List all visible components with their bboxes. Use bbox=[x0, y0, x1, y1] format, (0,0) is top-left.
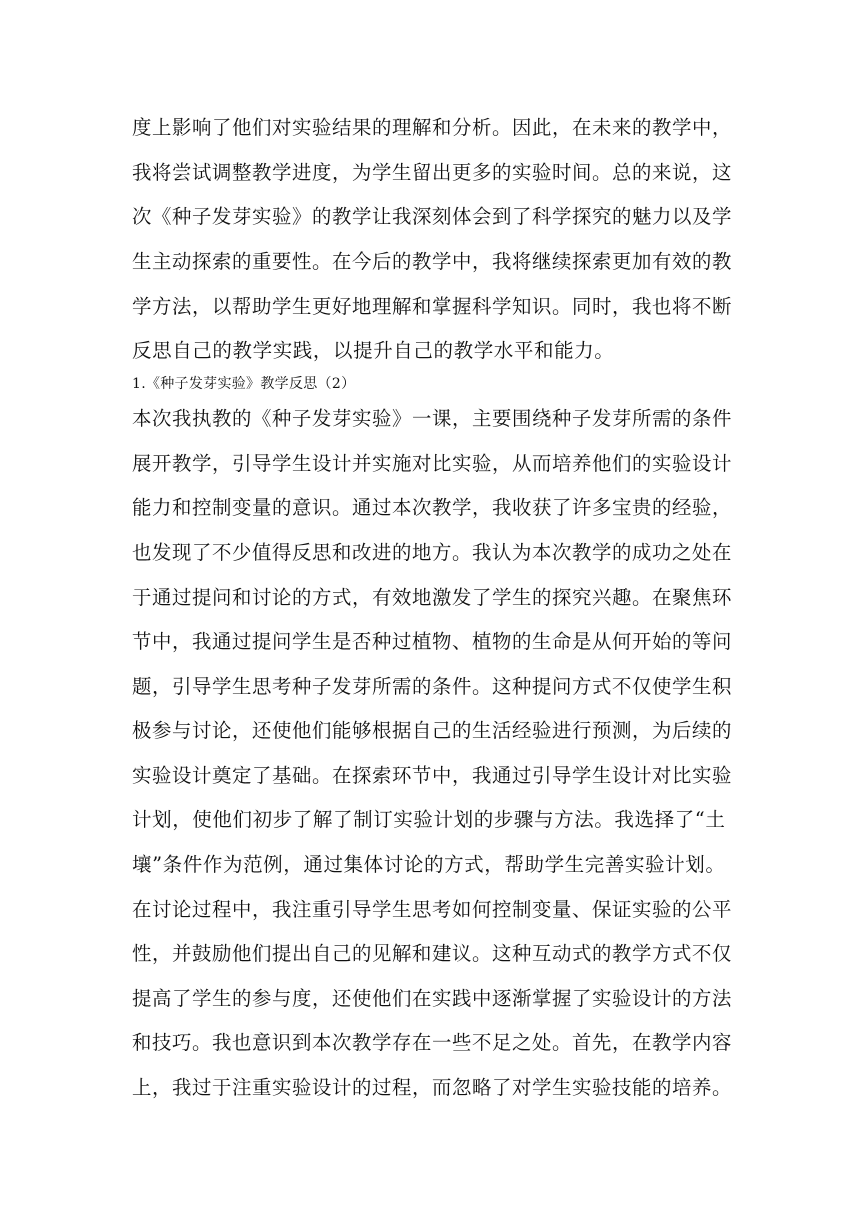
paragraph2-line: 本次我执教的《种子发芽实验》一课，主要围绕种子发芽所需的条件 bbox=[132, 407, 733, 430]
paragraph2-line: 壤”条件作为范例，通过集体讨论的方式，帮助学生完善实验计划。 bbox=[132, 853, 726, 876]
paragraph2-line: 提高了学生的参与度，还使他们在实践中逐渐掌握了实验设计的方法 bbox=[132, 987, 733, 1010]
paragraph2-line: 展开教学，引导学生设计并实施对比实验，从而培养他们的实验设计 bbox=[132, 452, 733, 475]
paragraph1-line: 学方法，以帮助学生更好地理解和掌握科学知识。同时，我也将不断 bbox=[132, 295, 733, 318]
paragraph2-line: 计划，使他们初步了解了制订实验计划的步骤与方法。我选择了“土 bbox=[132, 808, 726, 831]
paragraph2-line: 能力和控制变量的意识。通过本次教学，我收获了许多宝贵的经验， bbox=[132, 496, 733, 519]
section-heading: 1.《种子发芽实验》教学反思（2） bbox=[132, 376, 356, 392]
paragraph1-line: 度上影响了他们对实验结果的理解和分析。因此，在未来的教学中， bbox=[132, 116, 733, 139]
paragraph2-line: 题，引导学生思考种子发芽所需的条件。这种提问方式不仅使学生积 bbox=[132, 675, 733, 698]
paragraph1-line: 我将尝试调整教学进度，为学生留出更多的实验时间。总的来说，这 bbox=[132, 161, 733, 184]
paragraph2-line: 在讨论过程中，我注重引导学生思考如何控制变量、保证实验的公平 bbox=[132, 898, 733, 921]
paragraph2-line: 极参与讨论，还使他们能够根据自己的生活经验进行预测，为后续的 bbox=[132, 719, 733, 742]
paragraph2-line: 性，并鼓励他们提出自己的见解和建议。这种互动式的教学方式不仅 bbox=[132, 942, 733, 965]
paragraph2-line: 实验设计奠定了基础。在探索环节中，我通过引导学生设计对比实验 bbox=[132, 764, 733, 787]
paragraph1-line: 生主动探索的重要性。在今后的教学中，我将继续探索更加有效的教 bbox=[132, 250, 733, 273]
paragraph2-line: 节中，我通过提问学生是否种过植物、植物的生命是从何开始的等问 bbox=[132, 630, 733, 653]
paragraph2-line: 和技巧。我也意识到本次教学存在一些不足之处。首先，在教学内容 bbox=[132, 1031, 733, 1054]
paragraph1-line: 反思自己的教学实践，以提升自己的教学水平和能力。 bbox=[132, 339, 615, 362]
paragraph2-line: 也发现了不少值得反思和改进的地方。我认为本次教学的成功之处在 bbox=[132, 541, 733, 564]
paragraph1-line: 次《种子发芽实验》的教学让我深刻体会到了科学探究的魅力以及学 bbox=[132, 205, 733, 228]
paragraph2-line: 于通过提问和讨论的方式，有效地激发了学生的探究兴趣。在聚焦环 bbox=[132, 586, 733, 609]
paragraph2-line: 上，我过于注重实验设计的过程，而忽略了对学生实验技能的培养。 bbox=[132, 1076, 733, 1099]
